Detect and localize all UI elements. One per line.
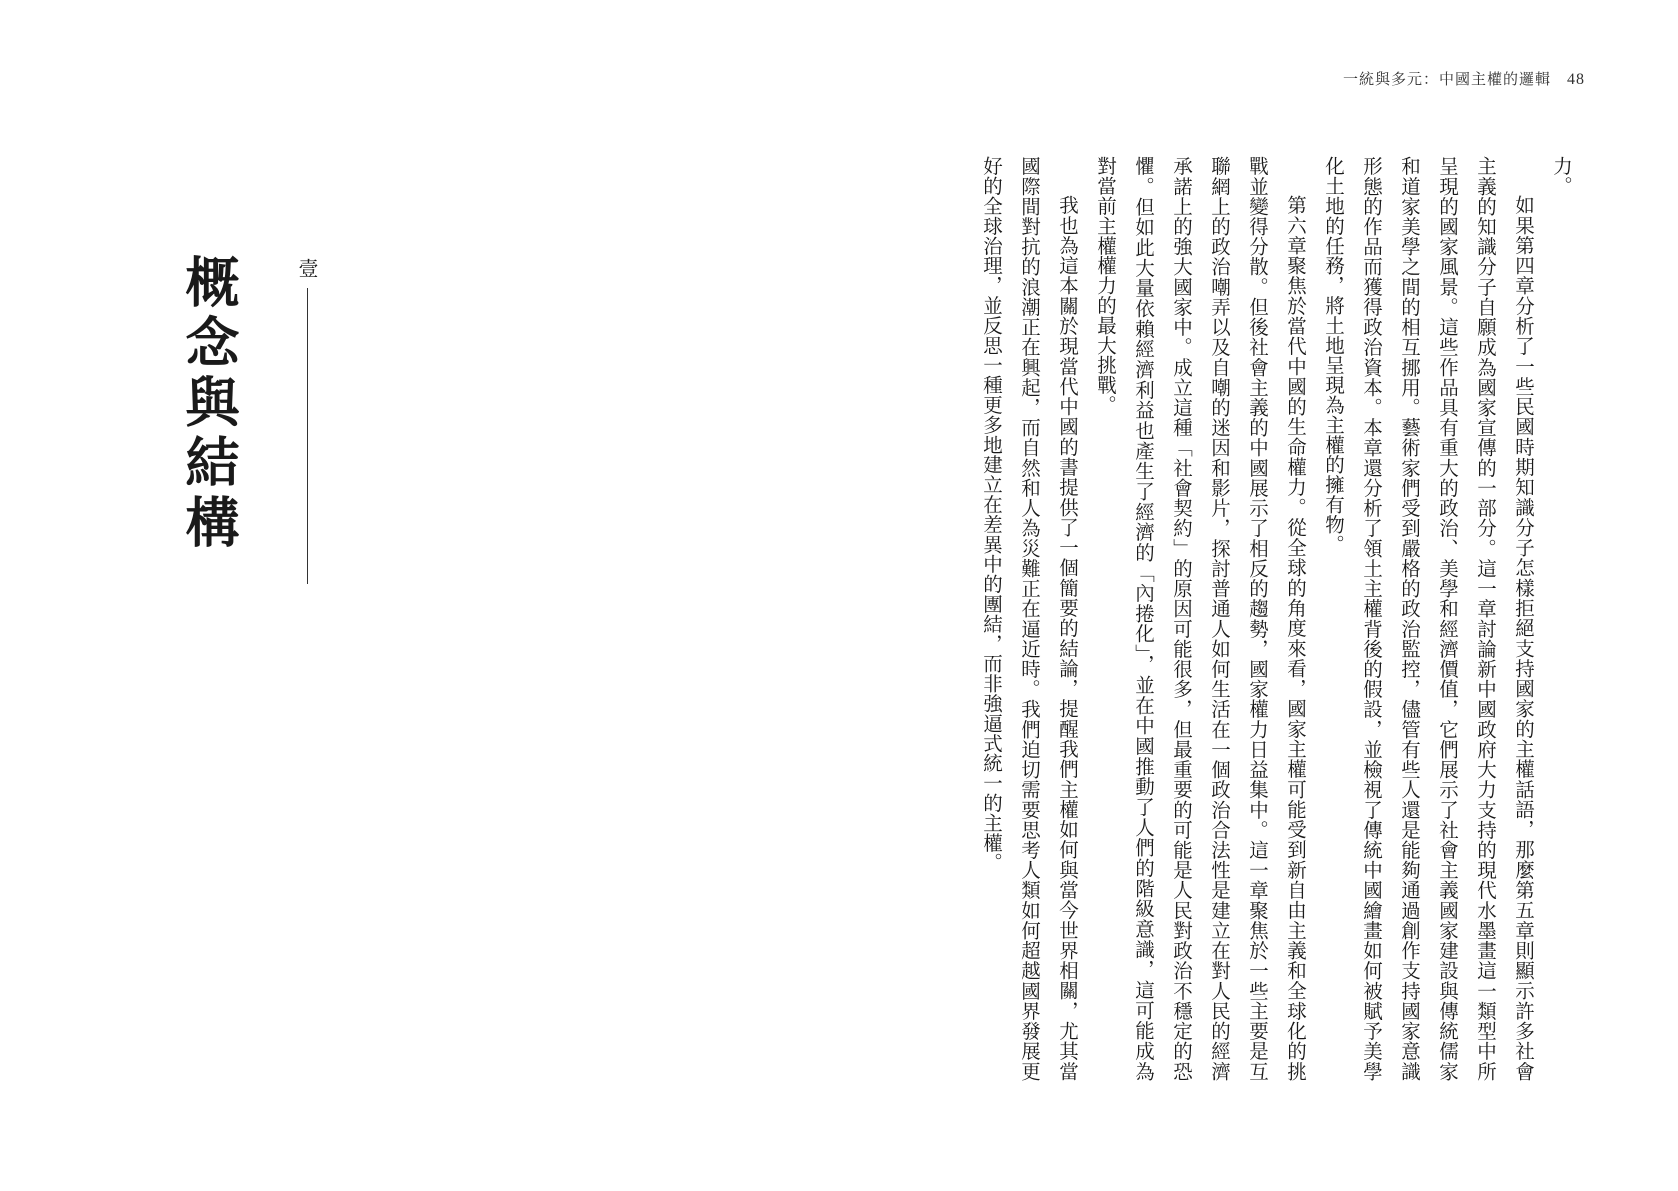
paragraph-chapter-six: 第六章聚焦於當代中國的生命權力。從全球的角度來看，國家主權可能受到新自由主義和全球化的挑戰並變得分散。但後社會主義的中國展示了相反的趨勢，國家權力日益集中。這一章聚焦於一些主要是互聯網上的政治嘲弄以及自嘲的迷因和影片，探討普通人如何生活在一個政治合法性是建立在對人民的經濟承諾上的強大國家中。成立這種「社會契約」的原因可能很多，但最重要的可能是人民對政治不穩定的恐懼。但如此大量依賴經濟利益也產生了經濟的「內捲化」，並在中國推動了人們的階級意識，這可能成為對當前主權權力的最大挑戰。: [1094, 156, 1307, 1081]
paragraph-chapter-four-five: 如果第四章分析了一些民國時期知識分子怎樣拒絕支持國家的主權話語，那麼第五章則顯示許多社會主義的知識分子自願成為國家宣傳的一部分。這一章討論新中國政府大力支持的現代水墨畫這一類型中所呈現的國家風景。這些作品具有重大的政治、美學和經濟價值，它們展示了社會主義國家建設與傳統儒家和道家美學之間的相互挪用。藝術家們受到嚴格的政治監控，儘管有些人還是能夠通過創作支持國家意識形態的作品而獲得政治資本。本章還分析了領土主權背後的假設，並檢視了傳統中國繪畫如何被賦予美學化土地的任務，將土地呈現為主權的擁有物。: [1322, 156, 1535, 1081]
part-title: 概念與結構: [177, 254, 240, 554]
paragraph-conclusion: 我也為這本關於現當代中國的書提供了一個簡要的結論，提醒我們主權如何與當今世界相關，尤其當國際間對抗的浪潮正在興起，而自然和人為災難正在逼近時。我們迫切需要思考人類如何超越國界發展更好的全球治理，並反思一種更多地建立在差異中的團結，而非強逼式統一的主權。: [980, 156, 1079, 1081]
paragraph-continuation: 力。: [1550, 156, 1573, 196]
running-title: 一統與多元：中國主權的邏輯: [1342, 70, 1551, 88]
part-divider-rule: [307, 288, 308, 584]
running-header: [1343, 68, 1585, 89]
part-marker: [291, 258, 323, 584]
part-number: 壹: [295, 258, 319, 278]
body-text: [972, 156, 1580, 1081]
page-number: 48: [1567, 71, 1585, 88]
